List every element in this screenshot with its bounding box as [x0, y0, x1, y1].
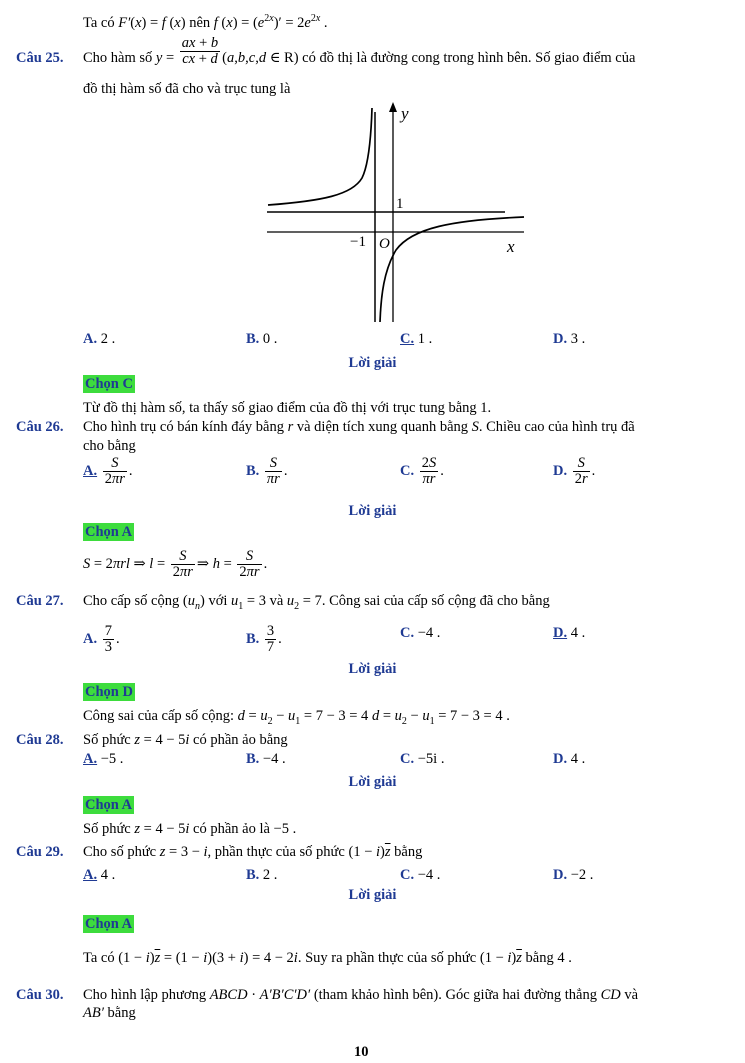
q27-label: Câu 27.	[16, 593, 64, 609]
q25-graph	[262, 100, 532, 325]
q29-label: Câu 29.	[16, 844, 64, 860]
q26-label: Câu 26.	[16, 419, 64, 435]
q26-stem-2: cho bằng	[83, 438, 136, 454]
q29-option-b[interactable]: B. 2 .	[246, 867, 278, 883]
q25-option-a[interactable]: A. 2 .	[83, 331, 116, 347]
q25-option-c[interactable]: C. 1 .	[400, 331, 433, 347]
top-formula-line: Ta có F′(x) = f (x) nên f $(x) = (e^{2x})' = 2e^{2x}$ .	[83, 13, 328, 31]
q26-option-a[interactable]: A. $\frac{S}{2\pi r}$ .	[83, 455, 133, 487]
page-number: 10	[354, 1044, 369, 1060]
origin-label: O	[379, 236, 390, 252]
q26-solution-title: Lời giải	[348, 503, 397, 519]
q27-option-d[interactable]: D. 4 .	[553, 625, 586, 641]
q27-option-a[interactable]: A. $\frac{7}{3}$ .	[83, 623, 120, 655]
q25-explanation: Từ đồ thị hàm số, ta thấy số giao điểm của đồ thị với trục tung bằng 1.	[83, 400, 492, 416]
q28-option-c[interactable]: C. −5i .	[400, 751, 445, 767]
q30-stem-1: Cho hình lập phương ABCD · A′B′C′D′ (tham khảo hình bên). Góc giữa hai đường thẳng CD và	[83, 987, 639, 1003]
q28-option-a[interactable]: A. −5 .	[83, 751, 124, 767]
q30-stem-2: AB′ bằng	[83, 1005, 136, 1021]
q29-explanation: Ta có $(1 - i)\overline{z} = (1 - i)(3 + i) = 4 - 2i$. Suy ra phần thực của số phức $(1 - i)\overline{z}$ bằng 4 .	[83, 950, 572, 966]
q28-option-b[interactable]: B. −4 .	[246, 751, 286, 767]
right-branch	[380, 217, 524, 322]
q26-explanation: S = 2πrl ⇒ l = $\frac{S}{2\pi r}$ ⇒ h = $\frac{S}{2\pi r}$ .	[83, 548, 268, 580]
x-axis-label: x	[507, 237, 515, 256]
one-label: 1	[396, 196, 404, 212]
q29-chosen-badge: Chọn A	[85, 916, 133, 932]
q29-option-d[interactable]: D. −2 .	[553, 867, 594, 883]
q27-option-b[interactable]: B. $\frac{3}{7}$ .	[246, 623, 282, 655]
left-branch	[268, 108, 372, 205]
q28-stem: Số phức z = 4 − 5i có phần ảo bằng	[83, 732, 288, 748]
q28-label: Câu 28.	[16, 732, 64, 748]
q27-option-c[interactable]: C. −4 .	[400, 625, 441, 641]
q25-option-b[interactable]: B. 0 .	[246, 331, 278, 347]
y-arrow	[389, 102, 397, 112]
q29-option-c[interactable]: C. −4 .	[400, 867, 441, 883]
q26-option-b[interactable]: B. $\frac{S}{\pi r}$ .	[246, 455, 288, 487]
q25-stem-2: đồ thị hàm số đã cho và trục tung là	[83, 81, 291, 97]
top-lead: Ta có	[83, 14, 115, 31]
q25-option-d[interactable]: D. 3 .	[553, 331, 586, 347]
q25-stem-1: Cho hàm số y = $\frac{ax + b}{cx + d}$ (a,b,c,d ∈ R) có đồ thị là đường cong trong hình bên. Số giao điểm của	[83, 35, 636, 68]
q29-solution-title: Lời giải	[348, 887, 397, 903]
q28-option-d[interactable]: D. 4 .	[553, 751, 586, 767]
q27-explanation: Công sai của cấp số cộng: $d = u_2 - u_1 = 7 - 3 = 4$ $d = u_2 - u_1 = 7 - 3 = 4$ .	[83, 708, 510, 727]
q27-solution-title: Lời giải	[348, 661, 397, 677]
q26-option-d[interactable]: D. $\frac{S}{2r}$ .	[553, 455, 596, 487]
q28-solution-title: Lời giải	[348, 774, 397, 790]
q30-label: Câu 30.	[16, 987, 64, 1003]
minus-one-label: −1	[350, 234, 366, 250]
q29-stem: Cho số phức z = 3 − i, phần thực của số phức $(1 - i)\overline{z}$ bằng	[83, 844, 423, 860]
q25-chosen-badge: Chọn C	[85, 376, 133, 392]
q26-chosen-badge: Chọn A	[85, 524, 133, 540]
q25-label: Câu 25.	[16, 50, 64, 66]
q27-stem: Cho cấp số cộng $(u_n)$ với $u_1 = 3$ và $u_2 = 7$. Công sai của cấp số cộng đã cho bằng	[83, 593, 550, 612]
q26-stem-1: Cho hình trụ có bán kính đáy bằng r và diện tích xung quanh bằng S. Chiều cao của hình trụ đã	[83, 419, 635, 435]
q29-option-a[interactable]: A. 4 .	[83, 867, 116, 883]
q28-chosen-badge: Chọn A	[85, 797, 133, 813]
top-middle: nên	[189, 14, 211, 31]
q26-option-c[interactable]: C. $\frac{2S}{\pi r}$ .	[400, 455, 444, 487]
q28-explanation: Số phức z = 4 − 5i có phần ảo là −5 .	[83, 821, 297, 837]
y-axis-label: y	[401, 104, 409, 123]
q27-chosen-badge: Chọn D	[85, 684, 133, 700]
q25-solution-title: Lời giải	[348, 355, 397, 371]
